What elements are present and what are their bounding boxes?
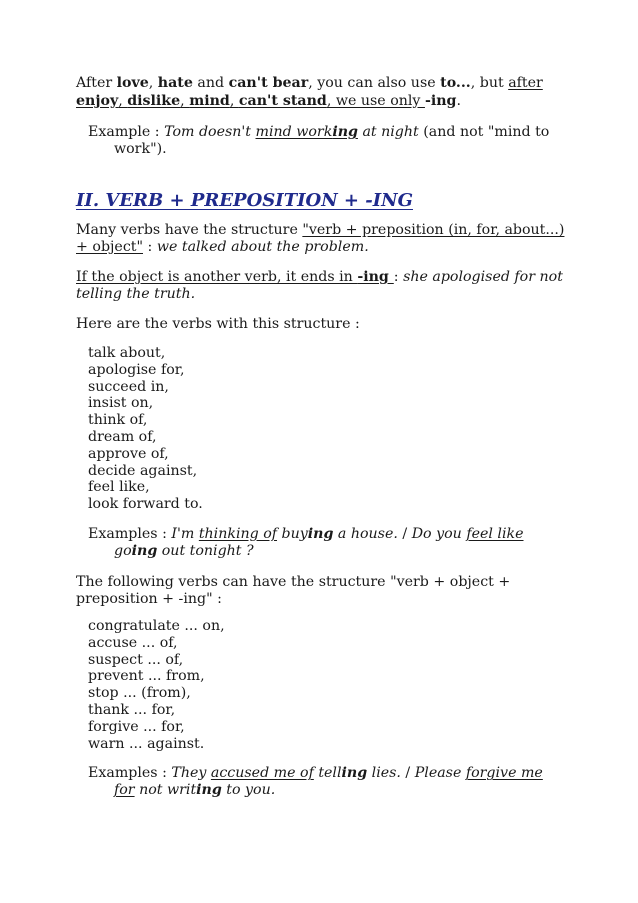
ing-suffix: ing — [332, 124, 358, 140]
list-item: dream of, — [88, 428, 157, 445]
text: , you can also use — [308, 75, 441, 91]
text: : — [143, 239, 157, 255]
text: lies. — [367, 765, 401, 782]
text: After — [76, 75, 117, 91]
example-3 — [76, 765, 566, 799]
keyword-ing: -ing — [424, 93, 457, 109]
text: , but — [470, 75, 509, 91]
keyword-mind: mind — [189, 93, 230, 109]
list-item: warn ... against. — [88, 735, 205, 752]
ing-suffix: ing — [196, 782, 222, 799]
text: Many verbs have the structure — [76, 222, 303, 238]
list-item: approve of, — [88, 445, 169, 462]
text: (and not "mind to work"). — [114, 124, 550, 157]
text: , — [118, 93, 128, 109]
text: go — [114, 542, 132, 559]
keyword-enjoy: enjoy — [76, 93, 119, 109]
text: , we use only — [326, 93, 425, 109]
text: They — [171, 765, 211, 782]
example-1 — [76, 124, 566, 158]
list-item: suspect ... of, — [88, 651, 184, 668]
underlined-phrase: feel like — [466, 525, 524, 542]
text: not writ — [134, 782, 197, 799]
list-item: think of, — [88, 412, 148, 429]
paragraph-object-verb — [76, 269, 566, 303]
list-item: feel like, — [88, 479, 150, 496]
intro-paragraph — [76, 74, 566, 110]
list-item: accuse ... of, — [88, 634, 178, 651]
list-item: succeed in, — [88, 378, 169, 395]
keyword-hate: hate — [157, 75, 193, 91]
text: , — [229, 93, 239, 109]
list-item: talk about, — [88, 345, 166, 361]
ing-suffix: ing — [131, 542, 158, 559]
section-heading: II. VERB + PREPOSITION + -ING — [76, 190, 413, 211]
example-label: Examples : — [88, 525, 172, 542]
list-item: look forward to. — [88, 496, 203, 513]
text: Do you — [411, 525, 467, 542]
keyword-cant-stand: can't stand — [238, 93, 327, 109]
example-sentence: she apologised for not telling the truth. — [76, 269, 563, 302]
separator: / — [397, 525, 412, 542]
text: . — [456, 93, 461, 109]
text: , — [180, 93, 190, 109]
underlined-phrase: forgive me for — [114, 765, 543, 799]
list-item: stop ... (from), — [88, 685, 191, 702]
example-2 — [76, 526, 566, 560]
list-item: decide against, — [88, 462, 198, 479]
underlined-phrase: thinking of — [198, 525, 278, 542]
verb-object-list — [76, 618, 566, 752]
text: out tonight ? — [157, 542, 254, 559]
paragraph-verbs-intro: Here are the verbs with this structure : — [76, 316, 360, 332]
keyword-cant-bear: can't bear — [228, 75, 309, 91]
text: Please — [414, 765, 466, 782]
text: I'm — [171, 525, 199, 542]
example-label: Examples : — [88, 765, 172, 782]
text: and — [192, 75, 229, 91]
example-sentence: we talked about the problem. — [156, 239, 369, 255]
paragraph-structure — [76, 222, 566, 256]
list-item: apologise for, — [88, 361, 185, 378]
text: to you. — [221, 782, 276, 799]
text: tell — [313, 765, 342, 782]
text: , — [148, 75, 158, 91]
text: at night — [357, 124, 419, 140]
text: buy — [277, 525, 308, 542]
list-item: insist on, — [88, 395, 154, 412]
verb-list — [76, 345, 566, 513]
keyword-to: to... — [440, 75, 471, 91]
list-item: prevent ... from, — [88, 668, 205, 685]
keyword-dislike: dislike — [127, 93, 181, 109]
underlined-text: If the object is another verb, it ends in — [76, 269, 358, 285]
list-item: forgive ... for, — [88, 718, 185, 735]
document-page — [76, 74, 566, 799]
keyword-ing: -ing — [357, 269, 394, 285]
text: a house. — [333, 525, 398, 542]
text: : — [393, 269, 404, 285]
structure-formula: "verb + preposition (in, for, about...) + object" — [76, 222, 565, 255]
separator: / — [400, 765, 415, 782]
list-item: congratulate ... on, — [88, 617, 225, 634]
ing-suffix: ing — [341, 765, 368, 782]
keyword-love: love — [116, 75, 149, 91]
paragraph-object-structure: The following verbs can have the structure "verb + object + preposition + -ing" : — [76, 573, 511, 607]
ing-suffix: ing — [307, 525, 334, 542]
example-label: Example : — [88, 124, 165, 140]
underlined-phrase: mind work — [255, 124, 333, 140]
underlined-after: after — [508, 75, 543, 91]
list-item: thank ... for, — [88, 701, 176, 718]
text: Tom doesn't — [164, 124, 256, 140]
underlined-phrase: accused me of — [210, 765, 314, 782]
